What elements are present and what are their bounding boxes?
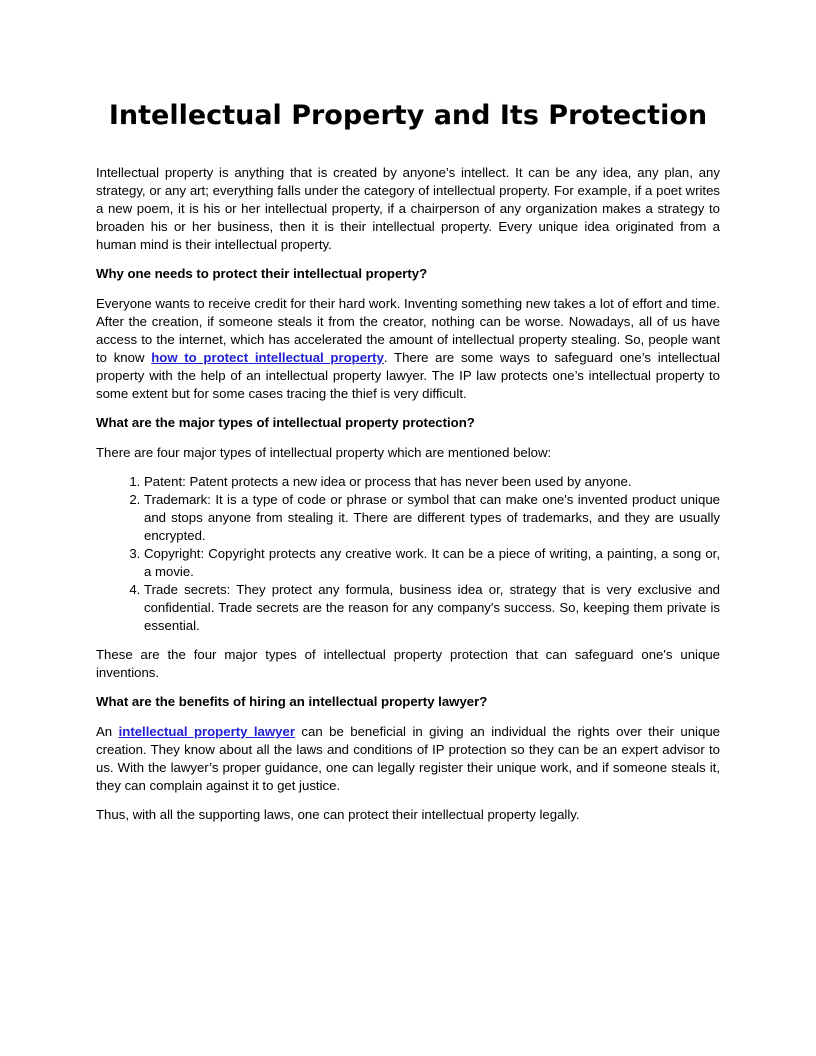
ip-lawyer-link[interactable]: intellectual property lawyer [118,724,295,739]
paragraph-text: . There are some ways to safeguard one’s intellectual property with the help of an intellectual property lawyer. The IP law protects one’s intellectual property to some extent but for some cases tracing the thief is very difficult. [96,350,721,401]
ip-types-list [96,473,720,635]
section-heading-types: What are the major types of intellectual property protection? [96,415,475,430]
paragraph-text: can be beneficial in giving an individual the rights over their unique creation. They know about all the laws and conditions of IP protection so they can be an expert advisor to us. With the lawyer’s proper guidance, one can legally register their unique work, and if someone steals it, they can complain against it to get justice. [96,724,720,793]
why-protect-paragraph [96,295,720,403]
document-title: Intellectual Property and Its Protection [108,100,708,131]
types-lead-paragraph: There are four major types of intellectual property which are mentioned below: [96,445,552,460]
paragraph-text: Everyone wants to receive credit for their hard work. Inventing something new takes a lot of effort and time. After the creation, if someone steals it from the creator, nothing can be worse. Nowadays, all of us have access to the internet, which has accelerated the amount of intellectual property stealing. So, people want to know [96,296,720,365]
types-closing-paragraph: These are the four major types of intellectual property protection that can safeguard one's unique inventions. [96,647,720,680]
lawyer-benefits-paragraph [96,723,720,795]
list-item-copyright: 3. Copyright: Copyright protects any creative work. It can be a piece of writing, a painting, a song or, a movie. [144,545,720,581]
conclusion-paragraph: Thus, with all the supporting laws, one can protect their intellectual property legally. [96,807,580,822]
list-item-trademark: 2. Trademark: It is a type of code or phrase or symbol that can make one's invented product unique and stops anyone from stealing it. There are different types of trademarks, and they are usually encrypted. [144,491,720,545]
list-item-patent: 1. Patent: Patent protects a new idea or process that has never been used by anyone. [144,473,720,491]
document-body [96,96,720,835]
list-item-trade-secrets: 4. Trade secrets: They protect any formula, business idea or, strategy that is very exclusive and confidential. Trade secrets are the reason for any company's success. So, keeping them private is essential. [144,581,720,635]
paragraph-text: An [96,724,119,739]
section-heading-lawyer-benefits: What are the benefits of hiring an intellectual property lawyer? [96,694,488,709]
intro-paragraph: Intellectual property is anything that is created by anyone’s intellect. It can be any idea, any plan, any strategy, or any art; everything falls under the category of intellectual property. For example, if a poet writes a new poem, it is his or her intellectual property, if a chairperson of any organization makes a strategy to broaden his or her business, then it is their intellectual property. Every unique idea originated from a human mind is their intellectual property. [96,165,720,252]
section-heading-why-protect: Why one needs to protect their intellectual property? [96,266,428,281]
how-to-protect-ip-link[interactable]: how to protect intellectual property [151,350,384,365]
